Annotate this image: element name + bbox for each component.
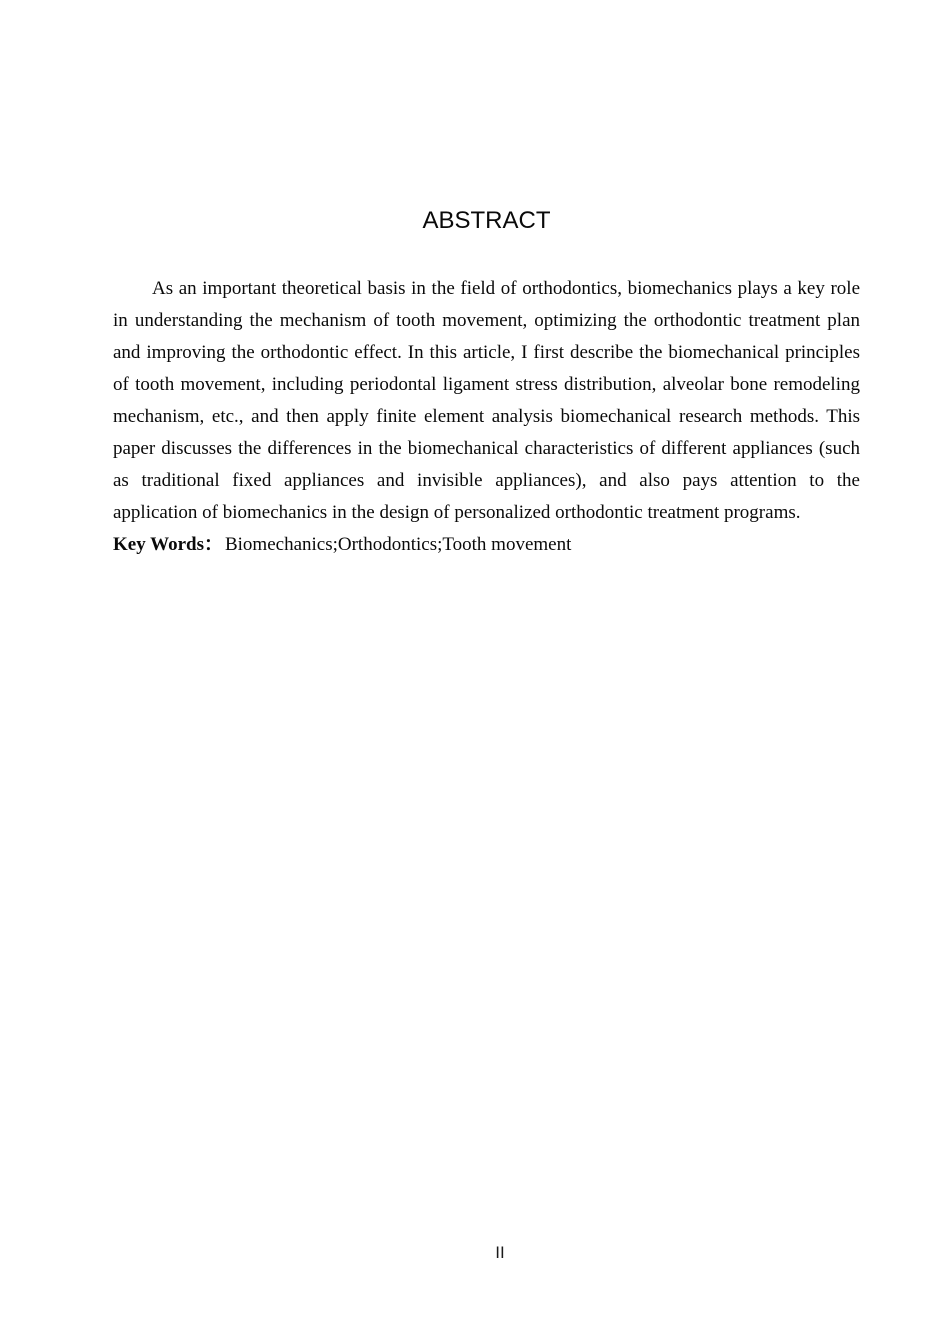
abstract-line: application of biomechanics in the design of personalized orthodontic treatment programs. <box>113 502 801 523</box>
keywords-text: Biomechanics;Orthodontics;Tooth movement <box>224 534 572 555</box>
page-number: II <box>495 1243 505 1262</box>
abstract-line: of tooth movement, including periodontal ligament stress distribution, alveolar bone remodeling <box>113 374 860 395</box>
abstract-line: As an important theoretical basis in the field of orthodontics, biomechanics plays a key role <box>152 278 860 299</box>
abstract-line: mechanism, etc., and then apply finite element analysis biomechanical research methods. This <box>113 406 860 427</box>
abstract-body <box>113 273 860 561</box>
abstract-line: in understanding the mechanism of tooth movement, optimizing the orthodontic treatment plan <box>113 310 860 331</box>
abstract-line: paper discusses the differences in the biomechanical characteristics of different appliances (such <box>113 438 860 459</box>
keywords-line <box>113 529 860 561</box>
abstract-line: and improving the orthodontic effect. In this article, I first describe the biomechanical principles <box>113 342 860 363</box>
keywords-label: Key Words： <box>113 534 223 555</box>
abstract-line: as traditional fixed appliances and invisible appliances), and also pays attention to the <box>113 470 860 491</box>
page-title: ABSTRACT <box>422 207 551 234</box>
